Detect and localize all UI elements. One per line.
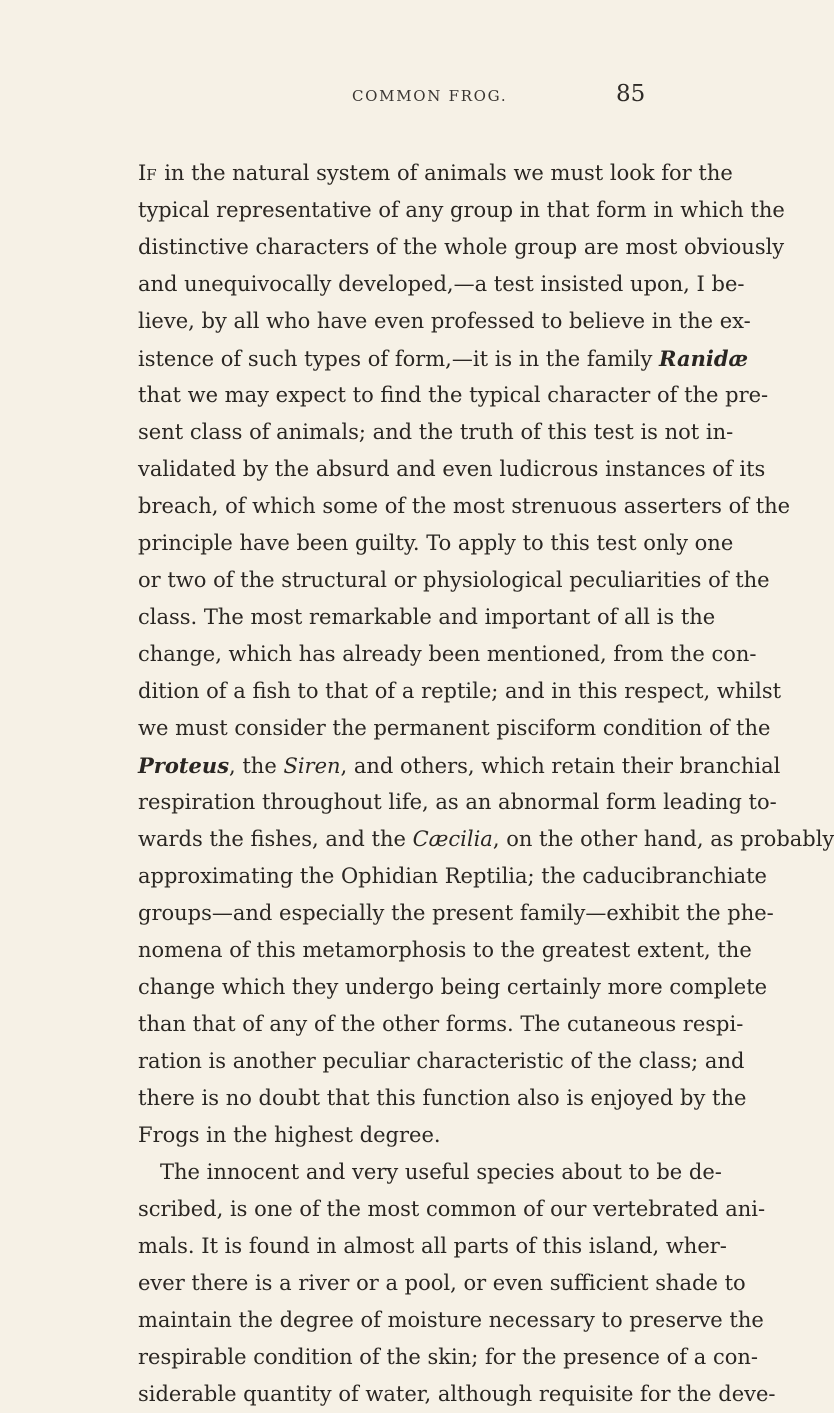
- italic-term: Cæcilia: [412, 827, 493, 851]
- text-line: ration is another peculiar characteristic of the class; and: [138, 1049, 745, 1073]
- drop-initial: I: [138, 161, 147, 185]
- line-text: istence of such types of form,—it is in the family: [138, 347, 660, 371]
- text-line: dition of a fish to that of a reptile; and in this respect, whilst: [138, 679, 782, 703]
- text-line: ever there is a river or a pool, or even sufficient shade to: [138, 1271, 746, 1295]
- text-line: and unequivocally developed,—a test insisted upon, I be-: [138, 272, 745, 296]
- line-text: , and others, which retain their branchial: [340, 754, 781, 778]
- text-line: scribed, is one of the most common of our vertebrated ani-: [138, 1197, 766, 1221]
- text-line: [138, 821, 834, 858]
- text-line: respiration throughout life, as an abnormal form leading to-: [138, 790, 777, 814]
- text-line: [138, 155, 733, 192]
- text-line: lieve, by all who have even professed to believe in the ex-: [138, 309, 751, 333]
- text-line: groups—and especially the present family—exhibit the phe-: [138, 901, 774, 925]
- text-line: we must consider the permanent pisciform condition of the: [138, 716, 771, 740]
- text-line: typical representative of any group in that form in which the: [138, 198, 785, 222]
- italic-term: Proteus: [138, 753, 230, 778]
- text-line: principle have been guilty. To apply to this test only one: [138, 531, 734, 555]
- page-header: [0, 81, 800, 127]
- text-line: [138, 340, 749, 377]
- line-text: wards the fishes, and the: [138, 827, 413, 851]
- text-line: or two of the structural or physiological peculiarities of the: [138, 568, 770, 592]
- text-line: respirable condition of the skin; for the presence of a con-: [138, 1345, 758, 1369]
- body-text: [138, 155, 834, 1413]
- text-line: distinctive characters of the whole group are most obviously: [138, 235, 785, 259]
- text-line: breach, of which some of the most strenuous asserters of the: [138, 494, 791, 518]
- text-line: validated by the absurd and even ludicrous instances of its: [138, 457, 766, 481]
- italic-term: Ranidæ: [659, 346, 749, 371]
- line-text: in the natural system of animals we must look for the: [157, 161, 733, 185]
- text-line: The innocent and very useful species about to be de-: [160, 1160, 722, 1184]
- line-text: , on the other hand, as probably: [492, 827, 834, 851]
- text-line: maintain the degree of moisture necessary to preserve the: [138, 1308, 764, 1332]
- text-line: that we may expect to find the typical character of the pre-: [138, 383, 769, 407]
- text-line: nomena of this metamorphosis to the greatest extent, the: [138, 938, 752, 962]
- text-line: [138, 747, 781, 784]
- text-line: class. The most remarkable and important of all is the: [138, 605, 716, 629]
- text-line: there is no doubt that this function also is enjoyed by the: [138, 1086, 747, 1110]
- text-line: change which they undergo being certainly more complete: [138, 975, 768, 999]
- text-line: approximating the Ophidian Reptilia; the caducibranchiate: [138, 864, 767, 888]
- text-line: than that of any of the other forms. The cutaneous respi-: [138, 1012, 744, 1036]
- text-line: change, which has already been mentioned, from the con-: [138, 642, 757, 666]
- text-line: sent class of animals; and the truth of this test is not in-: [138, 420, 734, 444]
- line-text: , the: [229, 754, 284, 778]
- text-line: Frogs in the highest degree.: [138, 1123, 441, 1147]
- italic-term: Siren: [283, 754, 341, 778]
- small-caps-text: F: [146, 166, 158, 184]
- text-line: siderable quantity of water, although requisite for the deve-: [138, 1382, 776, 1406]
- running-title: COMMON FROG.: [352, 87, 508, 105]
- page-number: 85: [616, 81, 646, 107]
- text-line: mals. It is found in almost all parts of this island, wher-: [138, 1234, 727, 1258]
